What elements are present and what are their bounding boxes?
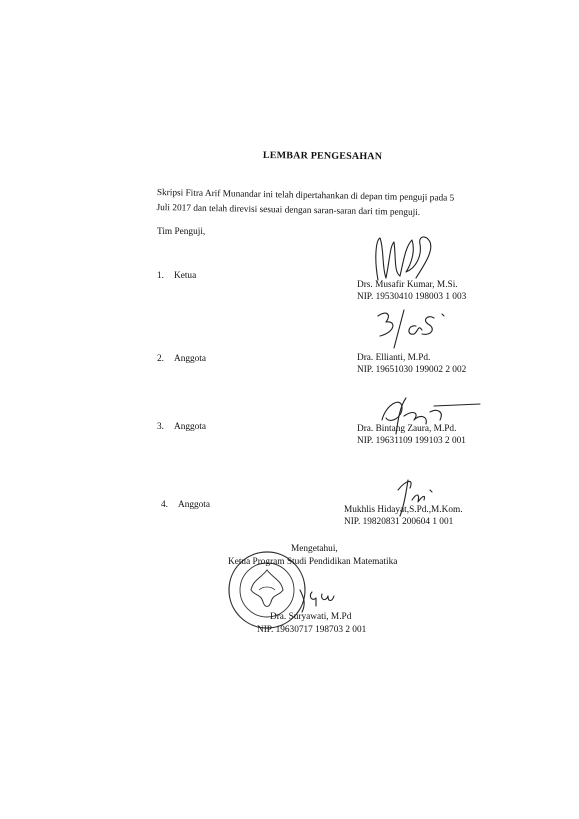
approval-nip: NIP. 19630717 198703 2 001 [257,625,367,635]
intro-line-1: Skripsi Fitra Arif Munandar ini telah dipertahankan di depan tim penguji pada 5 [156,187,455,204]
intro-paragraph [156,186,477,222]
examiner-3-number: 3. [157,422,164,432]
examiner-3-nip: NIP. 19631109 199103 2 001 [357,436,466,446]
approval-position: Ketua Program Studi Pendidikan Matematika [228,557,398,567]
examiner-3-role [157,422,206,432]
examiner-2-number: 2. [157,354,164,364]
intro-line-2: Juli 2017 dan telah direvisi sesuai dengan saran-saran dari tim penguji. [156,202,421,219]
examiner-1-signature [360,228,450,288]
examiner-3-role-label: Anggota [174,422,207,432]
examiner-4-role-label: Anggota [178,500,211,510]
examiner-1-name: Drs. Musafir Kumar, M.Si. [357,280,458,290]
examiner-4-name: Mukhlis Hidayat,S.Pd.,M.Kom. [344,505,463,515]
examiner-4-role [161,500,210,510]
page-title: LEMBAR PENGESAHAN [262,150,383,163]
examiner-2-name: Dra. Ellianti, M.Pd. [357,353,431,363]
examiner-4-signature [390,470,450,524]
examiner-3-name: Dra. Bintang Zaura, M.Pd. [357,424,457,434]
approval-label: Mengetahui, [291,544,338,554]
examiner-4-nip: NIP. 19820831 200604 1 001 [344,517,454,527]
examiner-2-role-label: Anggota [174,354,207,364]
team-label: Tim Penguji, [157,227,206,237]
examiner-2-role [157,354,206,364]
approval-name: Dra. Suryawati, M.Pd [270,612,352,622]
examiner-1-role-label: Ketua [174,271,197,281]
examiner-4-number: 4. [161,500,168,510]
examiner-2-nip: NIP. 19651030 199002 2 002 [357,365,467,375]
examiner-1-role [157,271,196,281]
examiner-1-number: 1. [157,271,164,281]
examiner-1-nip: NIP. 19530410 198003 1 003 [357,292,467,302]
examiner-2-signature [372,304,452,354]
